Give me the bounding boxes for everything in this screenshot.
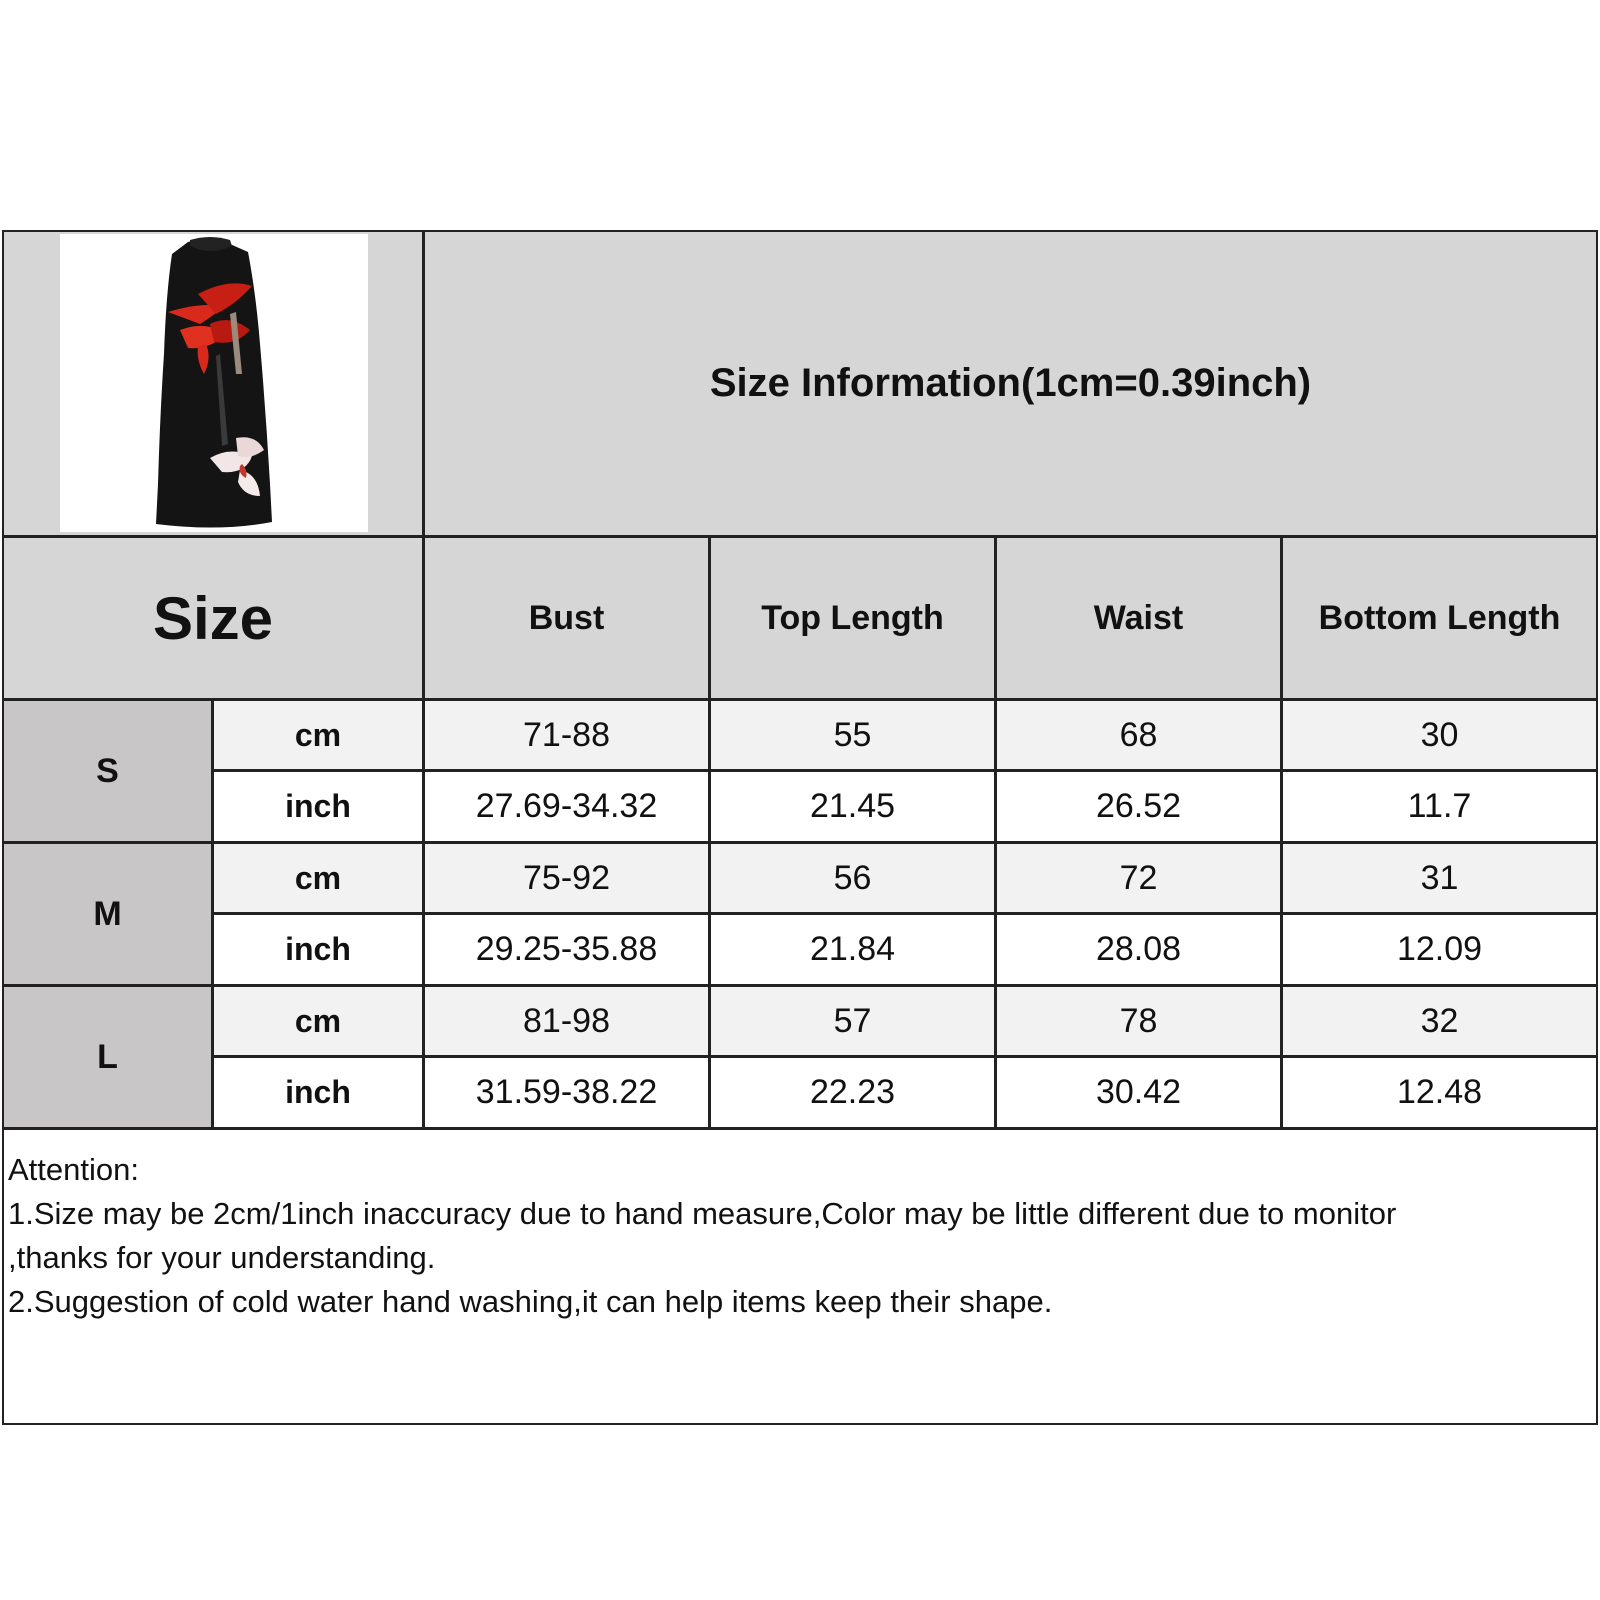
dress-photo-icon — [60, 234, 368, 532]
table-cell: 21.84 — [711, 915, 994, 984]
title-cell — [425, 232, 1596, 535]
grid-line — [4, 984, 1596, 987]
grid-line — [4, 535, 1596, 538]
column-header-bust: Bust — [425, 538, 708, 698]
unit-cm: cm — [214, 987, 422, 1055]
attention-line-1: 1.Size may be 2cm/1inch inaccuracy due to hand measure,Color may be little different due to monitor — [8, 1196, 1397, 1231]
grid-line — [211, 912, 1596, 915]
grid-line — [4, 698, 1596, 701]
product-image-cell — [4, 232, 422, 535]
table-cell: 30.42 — [997, 1058, 1280, 1127]
unit-inch: inch — [214, 772, 422, 841]
table-cell: 31 — [1283, 844, 1596, 912]
product-image — [60, 234, 368, 532]
unit-inch: inch — [214, 1058, 422, 1127]
table-cell: 11.7 — [1283, 772, 1596, 841]
size-label-l: L — [4, 987, 211, 1127]
grid-line — [211, 1055, 1596, 1058]
column-header-bottom-length: Bottom Length — [1283, 538, 1596, 698]
table-cell: 12.09 — [1283, 915, 1596, 984]
column-header-top-length: Top Length — [711, 538, 994, 698]
unit-inch: inch — [214, 915, 422, 984]
table-cell: 22.23 — [711, 1058, 994, 1127]
attention-heading: Attention: — [8, 1152, 139, 1187]
size-info-title: Size Information(1cm=0.39inch) — [709, 361, 1312, 405]
unit-cm: cm — [214, 844, 422, 912]
grid-line — [422, 232, 425, 1127]
table-cell: 28.08 — [997, 915, 1280, 984]
size-header-cell — [4, 538, 422, 698]
table-cell: 56 — [711, 844, 994, 912]
table-cell: 78 — [997, 987, 1280, 1055]
table-cell: 31.59-38.22 — [425, 1058, 708, 1127]
grid-line — [994, 535, 997, 1127]
table-cell: 12.48 — [1283, 1058, 1596, 1127]
table-cell: 57 — [711, 987, 994, 1055]
table-cell: 72 — [997, 844, 1280, 912]
table-cell: 68 — [997, 701, 1280, 769]
unit-cm: cm — [214, 701, 422, 769]
size-label-s: S — [4, 701, 211, 841]
size-header: Size — [152, 584, 274, 652]
column-header-waist: Waist — [997, 538, 1280, 698]
table-cell: 26.52 — [997, 772, 1280, 841]
size-label-m: M — [4, 844, 211, 984]
table-cell: 75-92 — [425, 844, 708, 912]
grid-line — [708, 535, 711, 1127]
grid-line — [4, 1127, 1596, 1130]
attention-line-2: 2.Suggestion of cold water hand washing,it can help items keep their shape. — [8, 1284, 1053, 1319]
attention-notes — [8, 1148, 1578, 1324]
table-cell: 55 — [711, 701, 994, 769]
table-cell: 32 — [1283, 987, 1596, 1055]
table-cell: 21.45 — [711, 772, 994, 841]
table-cell: 81-98 — [425, 987, 708, 1055]
grid-line — [1280, 535, 1283, 1127]
grid-line — [211, 769, 1596, 772]
table-cell: 30 — [1283, 701, 1596, 769]
table-cell: 71-88 — [425, 701, 708, 769]
table-cell: 29.25-35.88 — [425, 915, 708, 984]
attention-line-1-cont: ,thanks for your understanding. — [8, 1240, 436, 1275]
table-cell: 27.69-34.32 — [425, 772, 708, 841]
grid-line — [4, 841, 1596, 844]
